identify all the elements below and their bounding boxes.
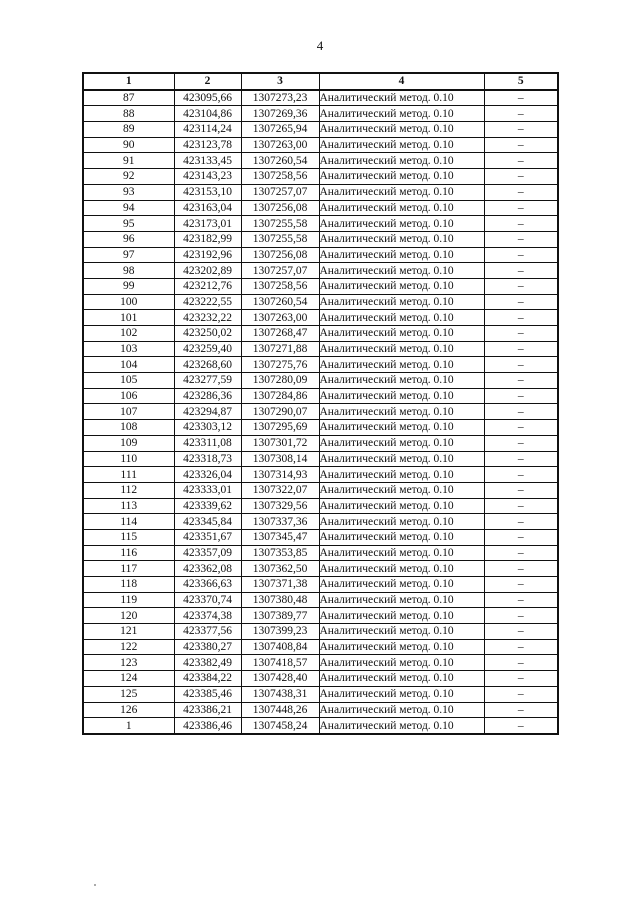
method-cell: Аналитический метод. 0.10 [319, 169, 484, 185]
method-cell: Аналитический метод. 0.10 [319, 577, 484, 593]
note-cell: – [484, 482, 558, 498]
note-cell: – [484, 310, 558, 326]
x-coordinate-cell: 423133,45 [174, 153, 241, 169]
point-number-cell: 112 [83, 482, 174, 498]
method-cell: Аналитический метод. 0.10 [319, 310, 484, 326]
method-cell: Аналитический метод. 0.10 [319, 467, 484, 483]
note-cell: – [484, 529, 558, 545]
y-coordinate-cell: 1307268,47 [241, 326, 319, 342]
note-cell: – [484, 278, 558, 294]
point-number-cell: 98 [83, 263, 174, 279]
table-row [83, 561, 558, 577]
y-coordinate-cell: 1307438,31 [241, 686, 319, 702]
point-number-cell: 117 [83, 561, 174, 577]
y-coordinate-cell: 1307258,56 [241, 169, 319, 185]
table-row [83, 106, 558, 122]
point-number-cell: 89 [83, 122, 174, 138]
y-coordinate-cell: 1307258,56 [241, 278, 319, 294]
x-coordinate-cell: 423385,46 [174, 686, 241, 702]
note-cell: – [484, 467, 558, 483]
table-row [83, 326, 558, 342]
table-row [83, 247, 558, 263]
point-number-cell: 126 [83, 702, 174, 718]
y-coordinate-cell: 1307280,09 [241, 373, 319, 389]
x-coordinate-cell: 423384,22 [174, 671, 241, 687]
table-row [83, 482, 558, 498]
point-number-cell: 109 [83, 435, 174, 451]
note-cell: – [484, 577, 558, 593]
method-cell: Аналитический метод. 0.10 [319, 702, 484, 718]
y-coordinate-cell: 1307260,54 [241, 294, 319, 310]
y-coordinate-cell: 1307322,07 [241, 482, 319, 498]
note-cell: – [484, 247, 558, 263]
table-row [83, 388, 558, 404]
y-coordinate-cell: 1307380,48 [241, 592, 319, 608]
point-number-cell: 99 [83, 278, 174, 294]
point-number-cell: 123 [83, 655, 174, 671]
point-number-cell: 115 [83, 529, 174, 545]
table-row [83, 718, 558, 734]
note-cell: – [484, 388, 558, 404]
note-cell: – [484, 498, 558, 514]
y-coordinate-cell: 1307314,93 [241, 467, 319, 483]
point-number-cell: 108 [83, 420, 174, 436]
y-coordinate-cell: 1307371,38 [241, 577, 319, 593]
note-cell: – [484, 326, 558, 342]
y-coordinate-cell: 1307399,23 [241, 624, 319, 640]
header-col-3: 3 [241, 73, 319, 90]
method-cell: Аналитический метод. 0.10 [319, 153, 484, 169]
x-coordinate-cell: 423366,63 [174, 577, 241, 593]
note-cell: – [484, 451, 558, 467]
x-coordinate-cell: 423222,55 [174, 294, 241, 310]
note-cell: – [484, 655, 558, 671]
point-number-cell: 125 [83, 686, 174, 702]
method-cell: Аналитический метод. 0.10 [319, 404, 484, 420]
method-cell: Аналитический метод. 0.10 [319, 90, 484, 106]
note-cell: – [484, 169, 558, 185]
y-coordinate-cell: 1307256,08 [241, 200, 319, 216]
table-row [83, 435, 558, 451]
y-coordinate-cell: 1307337,36 [241, 514, 319, 530]
note-cell: – [484, 702, 558, 718]
x-coordinate-cell: 423250,02 [174, 326, 241, 342]
table-row [83, 702, 558, 718]
x-coordinate-cell: 423380,27 [174, 639, 241, 655]
y-coordinate-cell: 1307265,94 [241, 122, 319, 138]
table-row [83, 655, 558, 671]
table-row [83, 122, 558, 138]
x-coordinate-cell: 423268,60 [174, 357, 241, 373]
method-cell: Аналитический метод. 0.10 [319, 482, 484, 498]
x-coordinate-cell: 423192,96 [174, 247, 241, 263]
x-coordinate-cell: 423382,49 [174, 655, 241, 671]
y-coordinate-cell: 1307260,54 [241, 153, 319, 169]
x-coordinate-cell: 423345,84 [174, 514, 241, 530]
point-number-cell: 90 [83, 137, 174, 153]
table-row [83, 200, 558, 216]
method-cell: Аналитический метод. 0.10 [319, 624, 484, 640]
x-coordinate-cell: 423386,21 [174, 702, 241, 718]
y-coordinate-cell: 1307255,58 [241, 231, 319, 247]
note-cell: – [484, 137, 558, 153]
x-coordinate-cell: 423311,08 [174, 435, 241, 451]
method-cell: Аналитический метод. 0.10 [319, 451, 484, 467]
method-cell: Аналитический метод. 0.10 [319, 263, 484, 279]
header-col-2: 2 [174, 73, 241, 90]
note-cell: – [484, 294, 558, 310]
method-cell: Аналитический метод. 0.10 [319, 278, 484, 294]
y-coordinate-cell: 1307295,69 [241, 420, 319, 436]
x-coordinate-cell: 423326,04 [174, 467, 241, 483]
note-cell: – [484, 514, 558, 530]
y-coordinate-cell: 1307256,08 [241, 247, 319, 263]
table-row [83, 592, 558, 608]
x-coordinate-cell: 423212,76 [174, 278, 241, 294]
point-number-cell: 96 [83, 231, 174, 247]
table-row [83, 278, 558, 294]
x-coordinate-cell: 423303,12 [174, 420, 241, 436]
method-cell: Аналитический метод. 0.10 [319, 247, 484, 263]
method-cell: Аналитический метод. 0.10 [319, 435, 484, 451]
header-row [83, 73, 558, 90]
method-cell: Аналитический метод. 0.10 [319, 498, 484, 514]
x-coordinate-cell: 423286,36 [174, 388, 241, 404]
point-number-cell: 102 [83, 326, 174, 342]
x-coordinate-cell: 423318,73 [174, 451, 241, 467]
table-row [83, 341, 558, 357]
point-number-cell: 111 [83, 467, 174, 483]
y-coordinate-cell: 1307389,77 [241, 608, 319, 624]
header-col-1: 1 [83, 73, 174, 90]
x-coordinate-cell: 423374,38 [174, 608, 241, 624]
note-cell: – [484, 122, 558, 138]
x-coordinate-cell: 423153,10 [174, 184, 241, 200]
table-row [83, 310, 558, 326]
method-cell: Аналитический метод. 0.10 [319, 137, 484, 153]
x-coordinate-cell: 423351,67 [174, 529, 241, 545]
table-row [83, 184, 558, 200]
note-cell: – [484, 231, 558, 247]
note-cell: – [484, 341, 558, 357]
x-coordinate-cell: 423114,24 [174, 122, 241, 138]
x-coordinate-cell: 423333,01 [174, 482, 241, 498]
coordinates-table [82, 72, 559, 735]
y-coordinate-cell: 1307428,40 [241, 671, 319, 687]
point-number-cell: 106 [83, 388, 174, 404]
table-row [83, 514, 558, 530]
point-number-cell: 91 [83, 153, 174, 169]
point-number-cell: 97 [83, 247, 174, 263]
table-row [83, 451, 558, 467]
y-coordinate-cell: 1307362,50 [241, 561, 319, 577]
table-row [83, 231, 558, 247]
y-coordinate-cell: 1307284,86 [241, 388, 319, 404]
table-row [83, 263, 558, 279]
note-cell: – [484, 357, 558, 373]
table-row [83, 373, 558, 389]
note-cell: – [484, 608, 558, 624]
y-coordinate-cell: 1307290,07 [241, 404, 319, 420]
table-row [83, 671, 558, 687]
point-number-cell: 124 [83, 671, 174, 687]
point-number-cell: 122 [83, 639, 174, 655]
method-cell: Аналитический метод. 0.10 [319, 686, 484, 702]
x-coordinate-cell: 423202,89 [174, 263, 241, 279]
y-coordinate-cell: 1307345,47 [241, 529, 319, 545]
point-number-cell: 94 [83, 200, 174, 216]
point-number-cell: 1 [83, 718, 174, 734]
note-cell: – [484, 200, 558, 216]
table-row [83, 467, 558, 483]
scan-speck [94, 884, 96, 886]
x-coordinate-cell: 423339,62 [174, 498, 241, 514]
x-coordinate-cell: 423277,59 [174, 373, 241, 389]
method-cell: Аналитический метод. 0.10 [319, 341, 484, 357]
x-coordinate-cell: 423173,01 [174, 216, 241, 232]
y-coordinate-cell: 1307257,07 [241, 263, 319, 279]
point-number-cell: 93 [83, 184, 174, 200]
note-cell: – [484, 561, 558, 577]
x-coordinate-cell: 423259,40 [174, 341, 241, 357]
point-number-cell: 87 [83, 90, 174, 106]
x-coordinate-cell: 423095,66 [174, 90, 241, 106]
x-coordinate-cell: 423386,46 [174, 718, 241, 734]
y-coordinate-cell: 1307255,58 [241, 216, 319, 232]
method-cell: Аналитический метод. 0.10 [319, 373, 484, 389]
point-number-cell: 118 [83, 577, 174, 593]
y-coordinate-cell: 1307458,24 [241, 718, 319, 734]
note-cell: – [484, 420, 558, 436]
table-row [83, 153, 558, 169]
method-cell: Аналитический метод. 0.10 [319, 561, 484, 577]
table-row [83, 169, 558, 185]
method-cell: Аналитический метод. 0.10 [319, 200, 484, 216]
method-cell: Аналитический метод. 0.10 [319, 592, 484, 608]
y-coordinate-cell: 1307353,85 [241, 545, 319, 561]
table-row [83, 137, 558, 153]
point-number-cell: 88 [83, 106, 174, 122]
method-cell: Аналитический метод. 0.10 [319, 420, 484, 436]
table-row [83, 420, 558, 436]
method-cell: Аналитический метод. 0.10 [319, 718, 484, 734]
note-cell: – [484, 106, 558, 122]
point-number-cell: 101 [83, 310, 174, 326]
note-cell: – [484, 671, 558, 687]
method-cell: Аналитический метод. 0.10 [319, 216, 484, 232]
table-row [83, 216, 558, 232]
header-col-4: 4 [319, 73, 484, 90]
point-number-cell: 113 [83, 498, 174, 514]
y-coordinate-cell: 1307263,00 [241, 137, 319, 153]
x-coordinate-cell: 423362,08 [174, 561, 241, 577]
note-cell: – [484, 216, 558, 232]
y-coordinate-cell: 1307275,76 [241, 357, 319, 373]
y-coordinate-cell: 1307329,56 [241, 498, 319, 514]
table-row [83, 639, 558, 655]
x-coordinate-cell: 423232,22 [174, 310, 241, 326]
y-coordinate-cell: 1307257,07 [241, 184, 319, 200]
note-cell: – [484, 592, 558, 608]
method-cell: Аналитический метод. 0.10 [319, 106, 484, 122]
point-number-cell: 100 [83, 294, 174, 310]
table-row [83, 577, 558, 593]
y-coordinate-cell: 1307263,00 [241, 310, 319, 326]
note-cell: – [484, 686, 558, 702]
x-coordinate-cell: 423377,56 [174, 624, 241, 640]
note-cell: – [484, 435, 558, 451]
point-number-cell: 114 [83, 514, 174, 530]
point-number-cell: 92 [83, 169, 174, 185]
note-cell: – [484, 718, 558, 734]
table-row [83, 498, 558, 514]
x-coordinate-cell: 423294,87 [174, 404, 241, 420]
method-cell: Аналитический метод. 0.10 [319, 388, 484, 404]
point-number-cell: 116 [83, 545, 174, 561]
table-row [83, 529, 558, 545]
x-coordinate-cell: 423123,78 [174, 137, 241, 153]
x-coordinate-cell: 423143,23 [174, 169, 241, 185]
method-cell: Аналитический метод. 0.10 [319, 608, 484, 624]
method-cell: Аналитический метод. 0.10 [319, 184, 484, 200]
note-cell: – [484, 263, 558, 279]
note-cell: – [484, 624, 558, 640]
x-coordinate-cell: 423370,74 [174, 592, 241, 608]
table-row [83, 624, 558, 640]
table-body [83, 90, 558, 734]
method-cell: Аналитический метод. 0.10 [319, 655, 484, 671]
y-coordinate-cell: 1307273,23 [241, 90, 319, 106]
method-cell: Аналитический метод. 0.10 [319, 514, 484, 530]
point-number-cell: 121 [83, 624, 174, 640]
y-coordinate-cell: 1307301,72 [241, 435, 319, 451]
point-number-cell: 104 [83, 357, 174, 373]
y-coordinate-cell: 1307308,14 [241, 451, 319, 467]
method-cell: Аналитический метод. 0.10 [319, 122, 484, 138]
y-coordinate-cell: 1307408,84 [241, 639, 319, 655]
table-header [83, 73, 558, 90]
table-row [83, 357, 558, 373]
note-cell: – [484, 545, 558, 561]
page-number: 4 [316, 38, 324, 53]
point-number-cell: 105 [83, 373, 174, 389]
note-cell: – [484, 373, 558, 389]
table-row [83, 545, 558, 561]
table-row [83, 686, 558, 702]
table-row [83, 90, 558, 106]
header-col-5: 5 [484, 73, 558, 90]
method-cell: Аналитический метод. 0.10 [319, 671, 484, 687]
point-number-cell: 95 [83, 216, 174, 232]
method-cell: Аналитический метод. 0.10 [319, 545, 484, 561]
method-cell: Аналитический метод. 0.10 [319, 231, 484, 247]
method-cell: Аналитический метод. 0.10 [319, 357, 484, 373]
note-cell: – [484, 90, 558, 106]
y-coordinate-cell: 1307418,57 [241, 655, 319, 671]
note-cell: – [484, 404, 558, 420]
table-row [83, 294, 558, 310]
method-cell: Аналитический метод. 0.10 [319, 529, 484, 545]
note-cell: – [484, 184, 558, 200]
point-number-cell: 120 [83, 608, 174, 624]
note-cell: – [484, 153, 558, 169]
x-coordinate-cell: 423182,99 [174, 231, 241, 247]
point-number-cell: 103 [83, 341, 174, 357]
x-coordinate-cell: 423357,09 [174, 545, 241, 561]
method-cell: Аналитический метод. 0.10 [319, 326, 484, 342]
x-coordinate-cell: 423104,86 [174, 106, 241, 122]
method-cell: Аналитический метод. 0.10 [319, 639, 484, 655]
point-number-cell: 110 [83, 451, 174, 467]
table-row [83, 404, 558, 420]
y-coordinate-cell: 1307269,36 [241, 106, 319, 122]
x-coordinate-cell: 423163,04 [174, 200, 241, 216]
point-number-cell: 119 [83, 592, 174, 608]
note-cell: – [484, 639, 558, 655]
y-coordinate-cell: 1307448,26 [241, 702, 319, 718]
point-number-cell: 107 [83, 404, 174, 420]
y-coordinate-cell: 1307271,88 [241, 341, 319, 357]
method-cell: Аналитический метод. 0.10 [319, 294, 484, 310]
table-row [83, 608, 558, 624]
